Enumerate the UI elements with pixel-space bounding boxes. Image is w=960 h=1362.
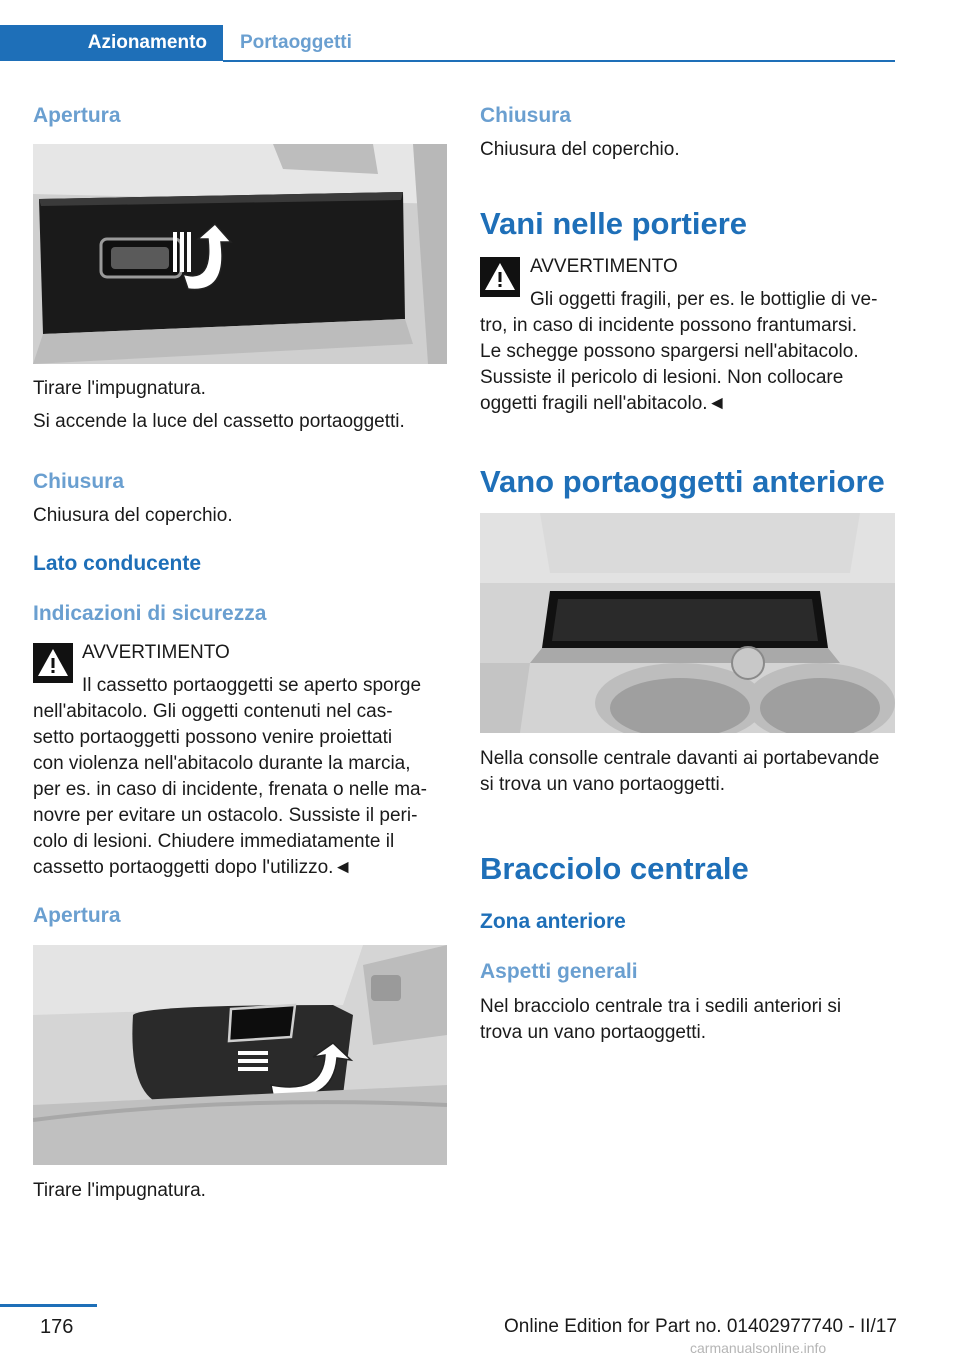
warning-line: cassetto portaoggetti dopo l'utilizzo.◄ [33,857,353,878]
header-tabs [0,0,895,62]
warning-line: per es. in caso di incidente, frenata o nelle ma- [33,779,427,800]
text-tirare-2: Tirare l'impugnatura. [33,1180,206,1201]
text-chiusura-left: Chiusura del coperchio. [33,505,233,526]
warning-line: nell'abitacolo. Gli oggetti contenuti nel cas- [33,701,393,722]
warning-title-right: AVVERTIMENTO [530,256,678,277]
text-luce: Si accende la luce del cassetto portaoggetti. [33,411,405,432]
warning-triangle-icon [480,257,520,297]
heading-bracciolo: Bracciolo centrale [480,851,749,886]
heading-indicazioni: Indicazioni di sicurezza [33,602,267,625]
heading-aspetti-generali: Aspetti generali [480,960,638,983]
text-bracciolo: Nel bracciolo centrale tra i sedili anteriori si [480,996,842,1017]
heading-apertura-2: Apertura [33,904,121,927]
heading-lato-conducente: Lato conducente [33,552,202,575]
tab-portaoggetti[interactable]: Portaoggetti [240,32,352,53]
heading-zona-anteriore: Zona anteriore [480,910,626,933]
heading-chiusura-right: Chiusura [480,104,572,127]
heading-vano-anteriore: Vano portaoggetti anteriore [480,464,885,499]
warning-line: tro, in caso di incidente possono frantumarsi. [480,315,858,336]
footer-divider [0,1304,97,1307]
photo-center-console [480,513,895,733]
warning-line: novre per evitare un ostacolo. Sussiste il peri- [33,805,418,826]
text-consolle: si trova un vano portaoggetti. [480,774,726,795]
warning-title-left: AVVERTIMENTO [82,642,230,663]
tab-azionamento[interactable]: Azionamento [0,25,223,61]
edition-text: Online Edition for Part no. 01402977740 - II/17 [504,1316,897,1337]
text-tirare-1: Tirare l'impugnatura. [33,378,206,399]
warning-triangle-icon [33,643,73,683]
warning-line: oggetti fragili nell'abitacolo.◄ [480,393,727,414]
watermark: carmanualsonline.info [690,1340,827,1356]
warning-line: colo di lesioni. Chiudere immediatamente il [33,831,395,852]
text-bracciolo: trova un vano portaoggetti. [480,1022,707,1043]
warning-line: Gli oggetti fragili, per es. le bottiglie di ve- [530,289,878,310]
warning-line: con violenza nell'abitacolo durante la marcia, [33,753,411,774]
warning-line: Il cassetto portaoggetti se aperto sporge [82,675,422,696]
text-chiusura-right: Chiusura del coperchio. [480,139,680,160]
photo-glovebox-driver [33,945,447,1165]
heading-vani-portiere: Vani nelle portiere [480,206,748,241]
warning-line: Sussiste il pericolo di lesioni. Non collocare [480,367,844,388]
page-number: 176 [40,1316,74,1338]
heading-apertura: Apertura [33,104,121,127]
header-divider [223,60,895,62]
warning-line: Le schegge possono spargersi nell'abitacolo. [480,341,859,362]
photo-glovebox-passenger [33,144,447,364]
text-consolle: Nella consolle centrale davanti ai portabevande [480,748,880,769]
heading-chiusura-left: Chiusura [33,470,125,493]
warning-line: setto portaoggetti possono venire proiettati [33,727,393,748]
